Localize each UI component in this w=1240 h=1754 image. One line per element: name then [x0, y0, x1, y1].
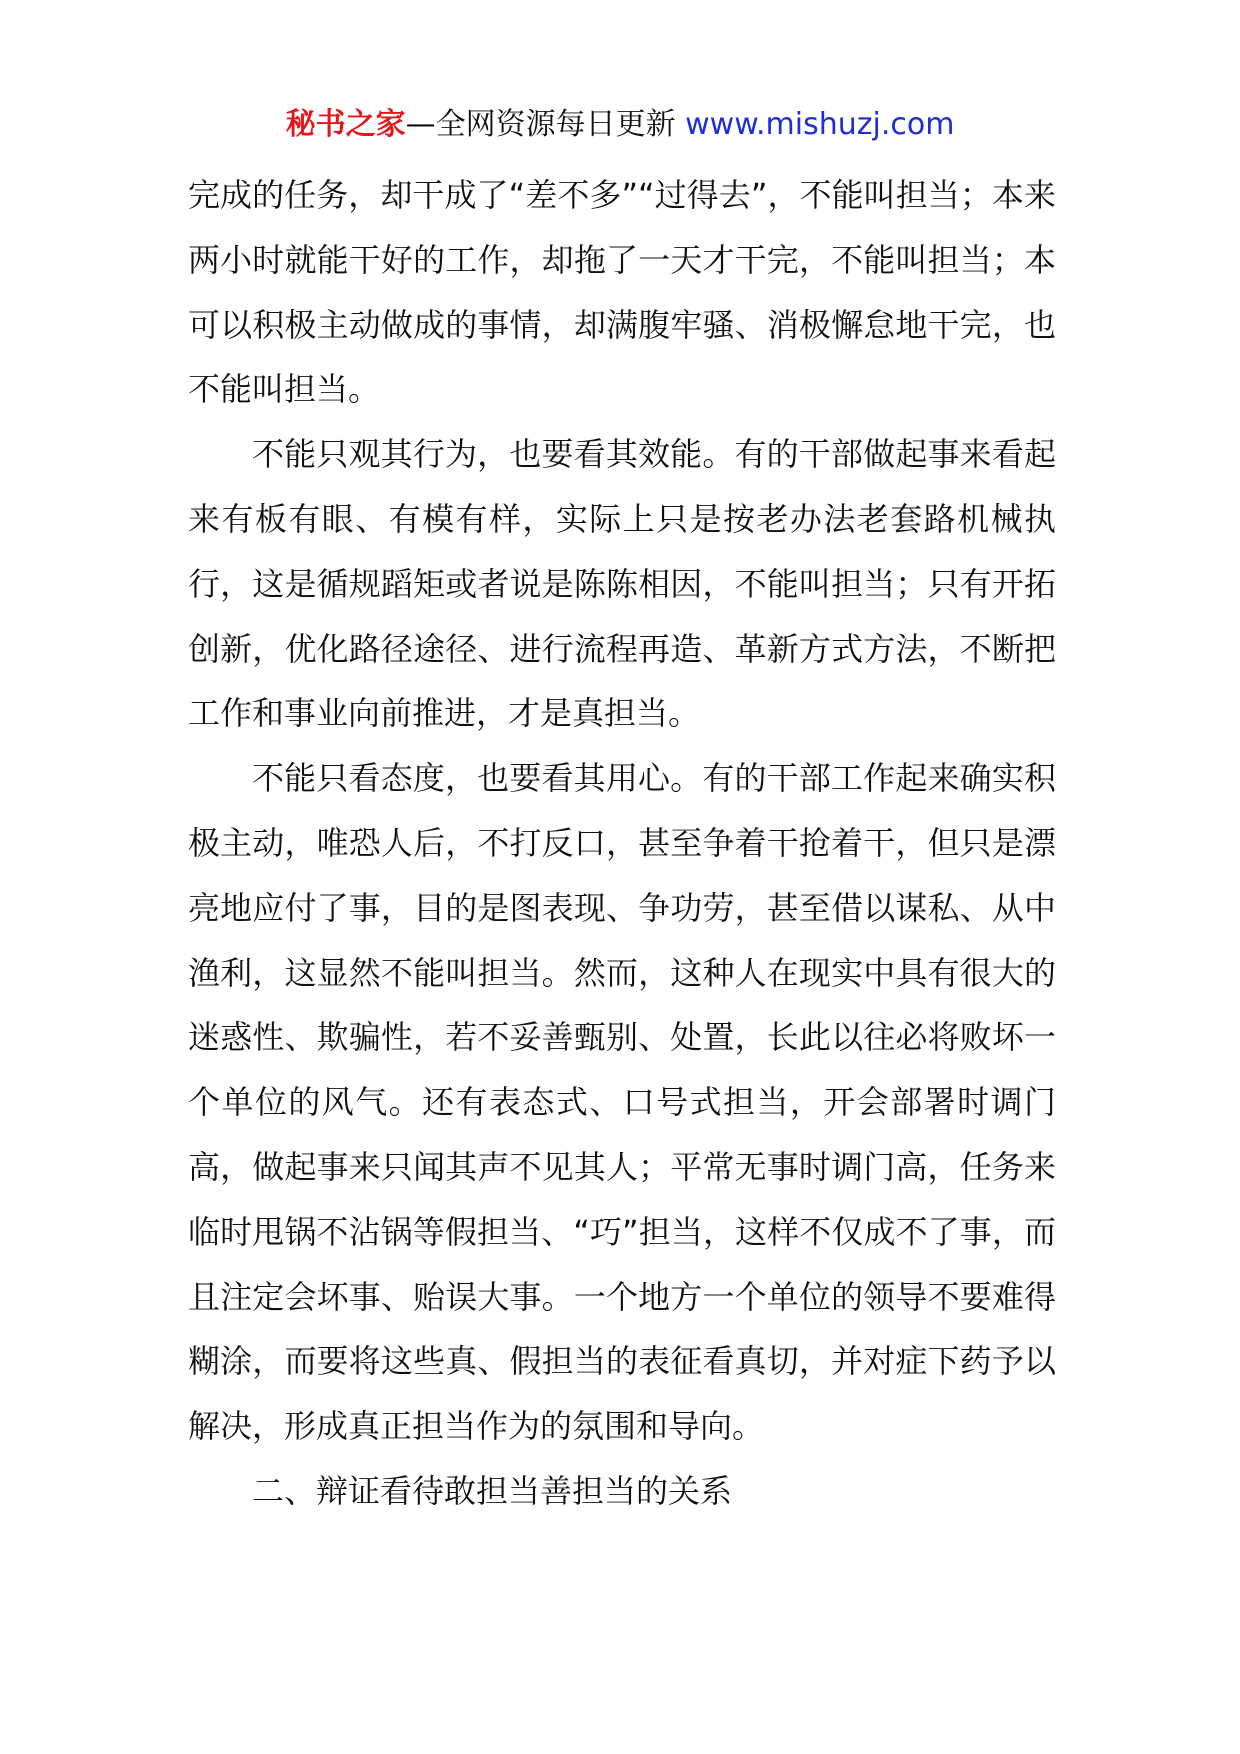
- banner-tagline: —全网资源每日更新: [405, 107, 686, 142]
- site-banner: [0, 103, 1240, 147]
- paragraph-continuation: 完成的任务，却干成了“差不多”“过得去”，不能叫担当；本来两小时就能干好的工作，却拖了一天才干完，不能叫担当；本可以积极主动做成的事情，却满腹牢骚、消极懈怠地干完，也不能叫担当。: [188, 176, 1056, 409]
- section-heading: 二、辩证看待敢担当善担当的关系: [252, 1471, 733, 1510]
- paragraph-intention: 不能只看态度，也要看其用心。有的干部工作起来确实积极主动，唯恐人后，不打反口，甚至争着干抢着干，但只是漂亮地应付了事，目的是图表现、争功劳，甚至借以谋私、从中渔利，这显然不能叫担当。然而，这种人在现实中具有很大的迷惑性、欺骗性，若不妥善甄别、处置，长此以往必将败坏一个单位的风气。还有表态式、口号式担当，开会部署时调门高，做起事来只闻其声不见其人；平常无事时调门高，任务来临时甩锅不沾锅等假担当、“巧”担当，这样不仅成不了事，而且注定会坏事、贻误大事。一个地方一个单位的领导不要难得糊涂，而要将这些真、假担当的表征看真切，并对症下药予以解决，形成真正担当作为的氛围和导向。: [188, 759, 1056, 1446]
- site-url-link[interactable]: www.mishuzj.com: [685, 107, 955, 142]
- document-body: [188, 163, 1056, 1524]
- paragraph-efficiency: 不能只观其行为，也要看其效能。有的干部做起事来看起来有板有眼、有模有样，实际上只是按老办法老套路机械执行，这是循规蹈矩或者说是陈陈相因，不能叫担当；只有开拓创新，优化路径途径、进行流程再造、革新方式方法，不断把工作和事业向前推进，才是真担当。: [188, 435, 1056, 733]
- brand-name: 秘书之家: [285, 107, 406, 142]
